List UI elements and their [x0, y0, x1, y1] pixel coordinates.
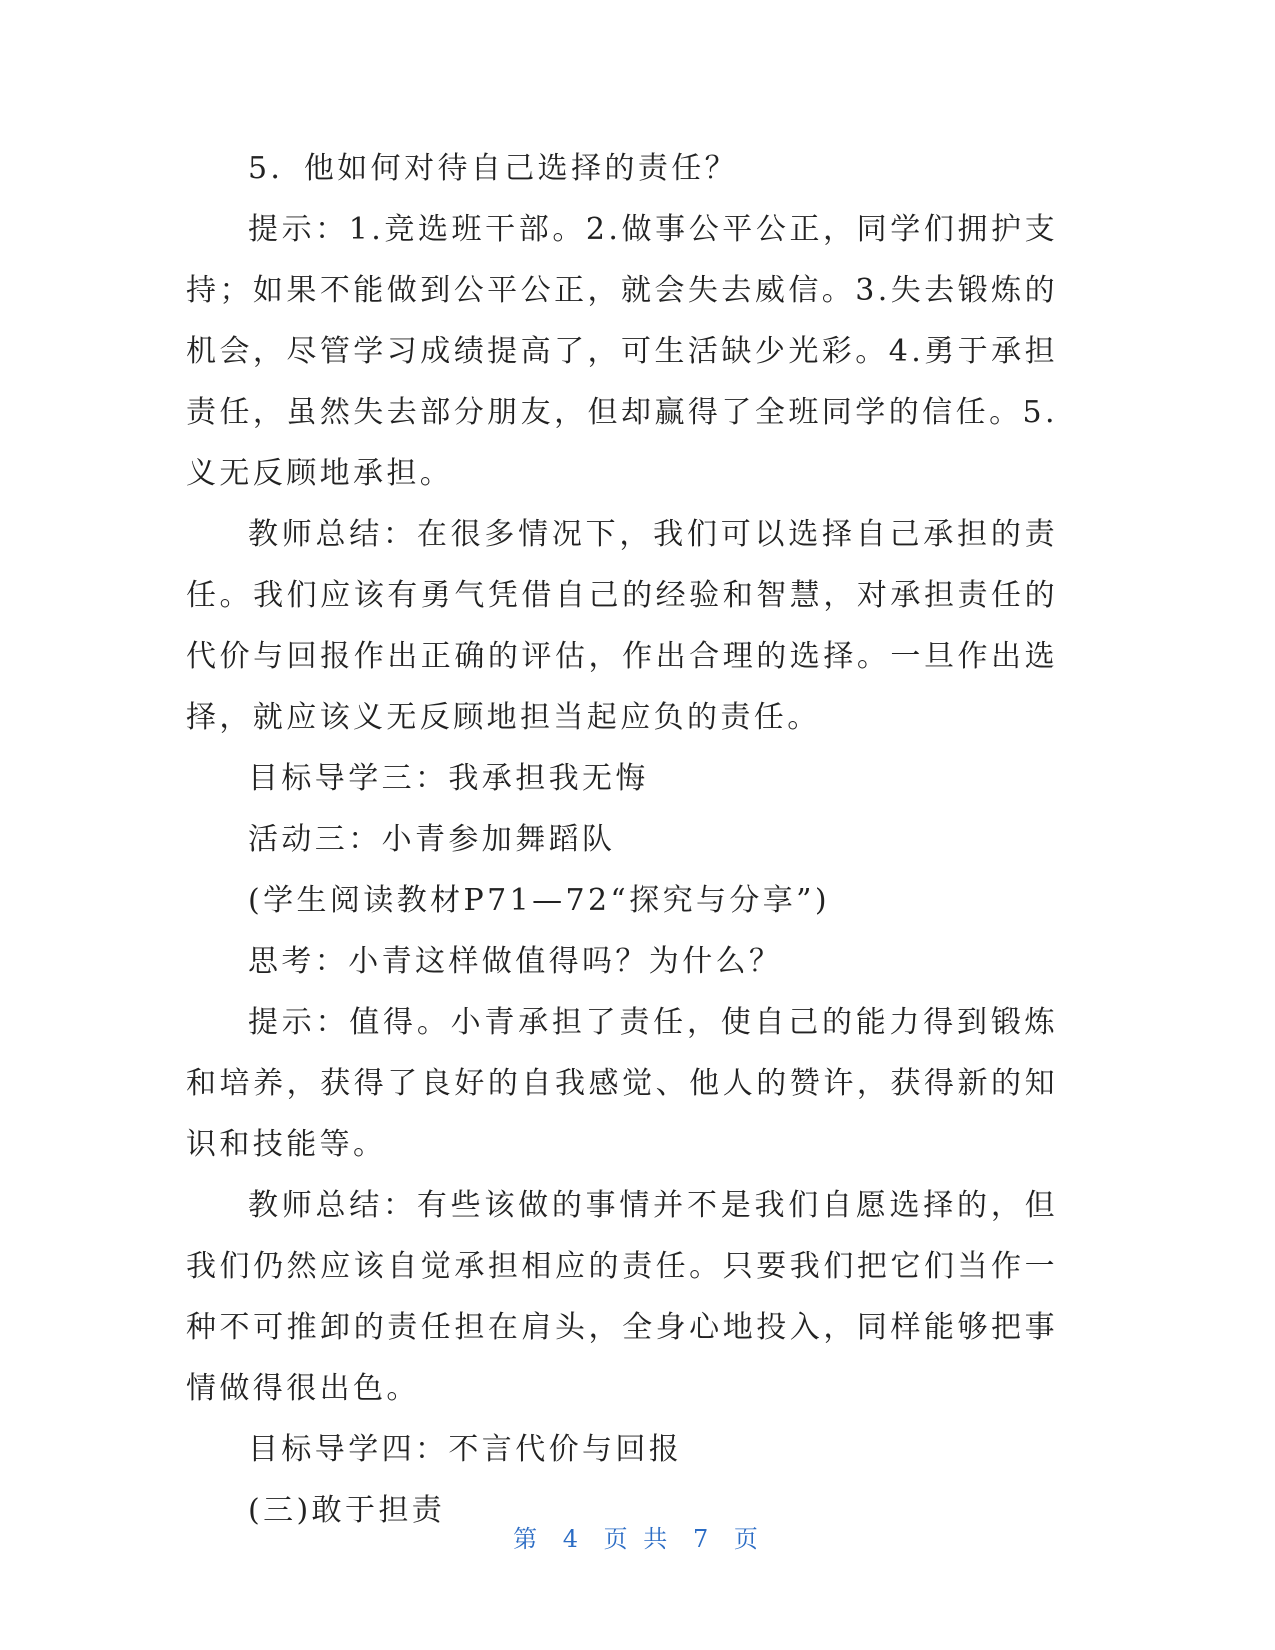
footer-suffix: 页 — [733, 1525, 762, 1553]
footer-middle: 页 共 — [603, 1525, 672, 1553]
page-footer — [0, 1519, 1275, 1554]
goal-heading-3: 目标导学三：我承担我无悔 — [248, 761, 649, 796]
hint-paragraph-1: 提示：1.竞选班干部。2.做事公平公正，同学们拥护支持；如果不能做到公平公正，就会失去威信。3.失去锻炼的机会，尽管学习成绩提高了，可生活缺少光彩。4.勇于承担责任，虽然失去部分朋友，但却赢得了全班同学的信任。5.义无反顾地承担。 — [186, 212, 1058, 491]
reading-instruction: (学生阅读教材P71—72“探究与分享”) — [248, 883, 831, 918]
think-question: 思考：小青这样做值得吗？为什么？ — [248, 944, 783, 979]
activity-3-heading: 活动三：小青参加舞蹈队 — [248, 822, 616, 857]
hint-paragraph-2: 提示：值得。小青承担了责任，使自己的能力得到锻炼和培养，获得了良好的自我感觉、他人的赞许，获得新的知识和技能等。 — [186, 1005, 1058, 1162]
current-page-number: 4 — [562, 1525, 583, 1553]
teacher-summary-1: 教师总结：在很多情况下，我们可以选择自己承担的责任。我们应该有勇气凭借自己的经验和智慧，对承担责任的代价与回报作出正确的评估，作出合理的选择。一旦作出选择，就应该义无反顾地担当起应负的责任。 — [186, 517, 1058, 735]
footer-prefix: 第 — [513, 1525, 542, 1553]
total-pages-number: 7 — [692, 1525, 713, 1553]
question-5: 5．他如何对待自己选择的责任？ — [248, 151, 739, 186]
goal-heading-4: 目标导学四：不言代价与回报 — [248, 1432, 683, 1467]
section-heading-3: (三)敢于担责 — [248, 1493, 446, 1528]
teacher-summary-2: 教师总结：有些该做的事情并不是我们自愿选择的，但我们仍然应该自觉承担相应的责任。只要我们把它们当作一种不可推卸的责任担在肩头，全身心地投入，同样能够把事情做得很出色。 — [186, 1188, 1058, 1406]
document-body — [186, 138, 1058, 1541]
